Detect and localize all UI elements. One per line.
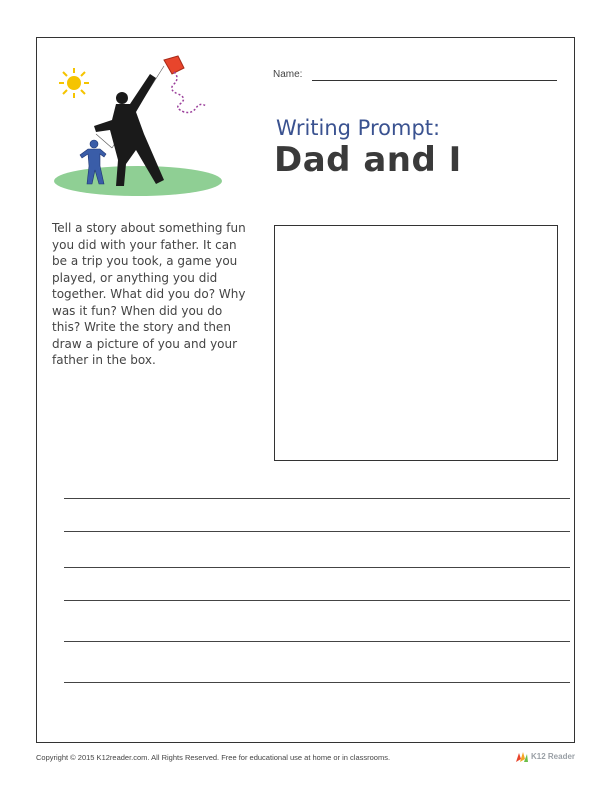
logo-text: K12 Reader	[531, 752, 576, 761]
prompt-instructions: Tell a story about something fun you did with your father. It can be a trip you took, a game you played, or anything you did together. What did you do? Why was it fun? When did you do this? Write the story and then draw a picture of you and your father in the box.	[52, 221, 246, 367]
drawing-box[interactable]	[274, 225, 558, 461]
grass-ellipse	[54, 166, 222, 196]
writing-line[interactable]	[64, 682, 570, 683]
writing-line[interactable]	[64, 641, 570, 642]
writing-line[interactable]	[64, 531, 570, 532]
name-line[interactable]	[312, 80, 557, 81]
dad-flying-kite-illustration	[52, 52, 228, 202]
writing-line[interactable]	[64, 600, 570, 601]
footer-copyright: Copyright © 2015 K12reader.com. All Rights Reserved. Free for educational use at home or in classrooms.	[36, 753, 391, 762]
logo-icon	[515, 751, 529, 763]
prompt-title: Dad and I	[274, 140, 462, 180]
name-field[interactable]	[273, 66, 563, 82]
writing-line[interactable]	[64, 567, 570, 568]
sun-icon	[59, 68, 89, 98]
name-label: Name:	[273, 69, 303, 80]
writing-prompt-label: Writing Prompt:	[276, 116, 441, 140]
writing-line[interactable]	[64, 498, 570, 499]
k12reader-logo	[515, 750, 581, 764]
